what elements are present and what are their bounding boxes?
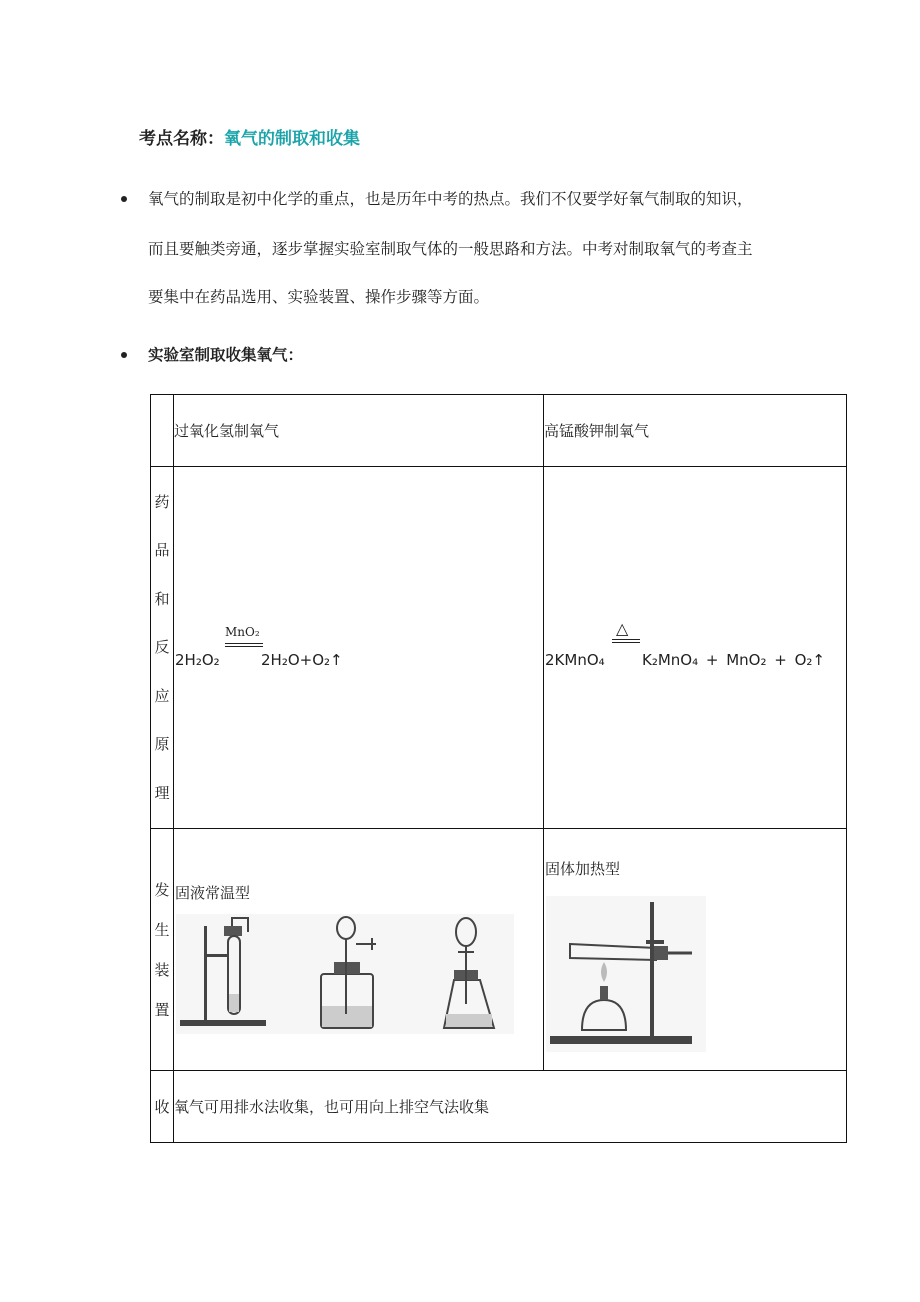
label-char: 药: [154, 492, 170, 511]
heat-condition-label: △: [616, 618, 629, 638]
col-header-h2o2: 过氧化氢制氧气: [174, 395, 544, 467]
eq1-products: 2H₂O+O₂↑: [261, 650, 343, 669]
eq2-products: K₂MnO₄ + MnO₂ + O₂↑: [642, 650, 825, 669]
label-char: 品: [154, 541, 170, 560]
row-label-principle: [151, 467, 174, 829]
apparatus-label: 固液常温型: [175, 883, 251, 902]
intro-line-3: 要集中在药品选用、实验装置、操作步骤等方面。: [148, 288, 490, 306]
apparatus-label: 固体加热型: [545, 859, 621, 878]
section-heading: 实验室制取收集氧气：: [148, 346, 304, 364]
label-char: 发: [154, 880, 170, 899]
table-corner-cell: [151, 395, 174, 467]
col-header-kmno4: 高锰酸钾制氧气: [544, 395, 847, 467]
equation-cell-h2o2: [174, 467, 544, 829]
label-char: 置: [154, 1000, 170, 1019]
row-label-apparatus: [151, 829, 174, 1071]
catalyst-label: MnO₂: [225, 624, 260, 639]
bullet-dot: [121, 352, 127, 358]
eq1-reactant: 2H₂O₂: [175, 650, 220, 669]
apparatus-cell-solid-liquid: [174, 829, 544, 1071]
table-row: [151, 1071, 847, 1143]
label-char: 和: [154, 589, 170, 608]
table-row: [151, 395, 847, 467]
label-char: 生: [154, 920, 170, 939]
eq2-reactant: 2KMnO₄: [545, 650, 605, 669]
apparatus-cell-solid-heating: [544, 829, 847, 1071]
reaction-sign: [225, 643, 263, 647]
intro-line-1: 氧气的制取是初中化学的重点，也是历年中考的热点。我们不仅要学好氧气制取的知识，: [148, 190, 753, 208]
table-row: [151, 467, 847, 829]
solid-heating-apparatus-image: [546, 896, 706, 1052]
label-char: 理: [154, 783, 170, 802]
table-row: [151, 829, 847, 1071]
equation-cell-kmno4: [544, 467, 847, 829]
label-char: 原: [154, 735, 170, 754]
title-topic: 氧气的制取和收集: [224, 129, 360, 149]
title-label: 考点名称：: [139, 129, 224, 149]
vertical-label: [151, 870, 173, 1030]
label-char: 应: [154, 686, 170, 705]
row-label-collection: 收: [151, 1071, 174, 1143]
bullet-dot: [121, 196, 127, 202]
label-char: 反: [154, 638, 170, 657]
collection-text: 氧气可用排水法收集，也可用向上排空气法收集: [174, 1071, 847, 1143]
label-char: 装: [154, 960, 170, 979]
oxygen-table: [150, 394, 847, 1143]
vertical-label: [151, 478, 173, 818]
solid-liquid-apparatus-image: [176, 914, 514, 1034]
intro-line-2: 而且要触类旁通，逐步掌握实验室制取气体的一般思路和方法。中考对制取氧气的考查主: [148, 240, 753, 258]
page-title: [139, 124, 360, 149]
reaction-sign: [612, 639, 640, 643]
